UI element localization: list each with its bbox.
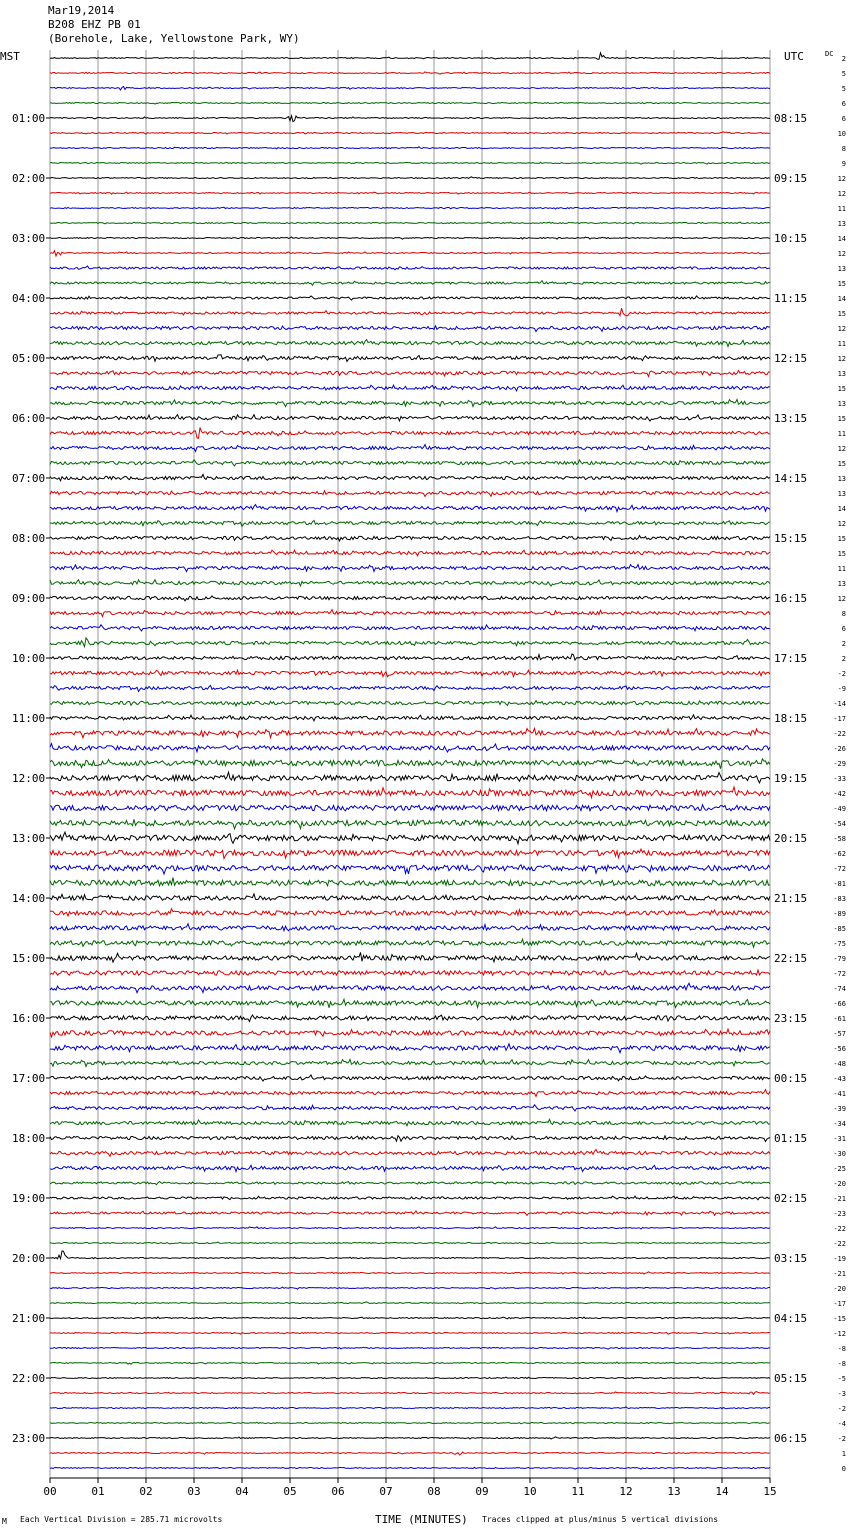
trace-line (50, 326, 770, 332)
trace-line (50, 1150, 770, 1157)
dc-offset-value: -20 (833, 1285, 846, 1293)
trace-line (50, 832, 770, 844)
trace-line (50, 1251, 770, 1259)
dc-offset-value: -29 (833, 760, 846, 768)
right-hour-label: 09:15 (774, 172, 808, 185)
dc-offset-value: 13 (837, 490, 846, 498)
trace-line (50, 53, 770, 59)
trace-line (50, 1015, 770, 1022)
trace-line (50, 400, 770, 407)
trace-line (50, 207, 770, 209)
dc-offset-value: -58 (833, 835, 846, 843)
trace-line (50, 625, 770, 631)
clip-note: Traces clipped at plus/minus 5 vertical divisions (482, 1515, 719, 1524)
trace-line (50, 744, 770, 752)
dc-offset-value: -25 (833, 1165, 846, 1173)
trace-line (50, 1044, 770, 1053)
trace-line (50, 371, 770, 377)
dc-offset-value: -33 (833, 775, 846, 783)
left-hour-label: 19:00 (12, 1192, 46, 1205)
trace-line (50, 296, 770, 300)
dc-offset-value: -2 (837, 1405, 846, 1413)
right-hour-label: 00:15 (774, 1072, 808, 1085)
trace-line (50, 505, 770, 512)
left-hour-label: 23:00 (12, 1432, 46, 1445)
trace-line (50, 1075, 770, 1081)
dc-offset-value: 2 (841, 640, 846, 648)
dc-offset-value: 10 (837, 130, 846, 138)
x-tick-label: 02 (139, 1485, 153, 1498)
dc-offset-value: -83 (833, 895, 846, 903)
trace-line (50, 251, 770, 256)
trace-line (50, 1452, 770, 1455)
trace-line (50, 1362, 770, 1364)
dc-offset-value: -43 (833, 1075, 846, 1083)
dc-offset-value: -5 (837, 1375, 846, 1383)
dc-offset-value: -41 (833, 1090, 846, 1098)
dc-offset-value: 15 (837, 535, 846, 543)
dc-offset-value: -4 (837, 1420, 846, 1428)
right-hour-label: 17:15 (774, 652, 808, 665)
right-hour-label: 01:15 (774, 1132, 808, 1145)
dc-offset-value: 8 (841, 610, 846, 618)
dc-offset-value: 5 (841, 70, 846, 78)
dc-offset-value: -8 (837, 1345, 846, 1353)
dc-offset-value: 15 (837, 310, 846, 318)
left-hour-label: 01:00 (12, 112, 46, 125)
dc-offset-value: 12 (837, 175, 846, 183)
trace-line (50, 1407, 770, 1409)
trace-line (50, 1287, 770, 1289)
x-tick-label: 06 (331, 1485, 345, 1498)
trace-line (50, 759, 770, 769)
trace-line (50, 686, 770, 692)
x-tick-label: 04 (235, 1485, 249, 1498)
dc-offset-value: 12 (837, 355, 846, 363)
dc-offset-value: -22 (833, 1225, 846, 1233)
dc-offset-value: -89 (833, 910, 846, 918)
trace-line (50, 939, 770, 947)
dc-offset-value: -8 (837, 1360, 846, 1368)
dc-offset-value: 14 (837, 505, 846, 513)
right-hour-label: 15:15 (774, 532, 808, 545)
trace-line (50, 1182, 770, 1186)
dc-offset-value: 8 (841, 145, 846, 153)
dc-offset-value: -62 (833, 850, 846, 858)
trace-line (50, 865, 770, 874)
trace-line (50, 1227, 770, 1229)
trace-line (50, 1272, 770, 1274)
trace-line (50, 281, 770, 286)
trace-line (50, 894, 770, 900)
trace-line (50, 1467, 770, 1469)
trace-line (50, 308, 770, 316)
left-hour-label: 15:00 (12, 952, 46, 965)
dc-offset-value: 6 (841, 100, 846, 108)
trace-line (50, 1242, 770, 1244)
dc-offset-value: -17 (833, 715, 846, 723)
dc-offset-value: 11 (837, 565, 846, 573)
right-hour-label: 21:15 (774, 892, 808, 905)
trace-line (50, 192, 770, 194)
trace-line (50, 580, 770, 586)
dc-offset-value: 12 (837, 190, 846, 198)
trace-line (50, 147, 770, 149)
right-hour-label: 10:15 (774, 232, 808, 245)
left-hour-label: 13:00 (12, 832, 46, 845)
trace-line (50, 701, 770, 707)
dc-offset-value: -66 (833, 1000, 846, 1008)
dc-offset-value: 15 (837, 385, 846, 393)
right-hour-label: 11:15 (774, 292, 808, 305)
trace-line (50, 1377, 770, 1379)
dc-offset-value: 9 (841, 160, 846, 168)
left-timezone-label: MST (0, 50, 20, 63)
x-tick-label: 11 (571, 1485, 585, 1498)
x-axis-title: TIME (MINUTES) (375, 1513, 468, 1526)
dc-offset-value: -9 (837, 685, 846, 693)
dc-offset-value: -19 (833, 1255, 846, 1263)
dc-offset-value: -74 (833, 985, 846, 993)
dc-offset-value: 0 (841, 1465, 846, 1473)
trace-line (50, 116, 770, 122)
left-hour-label: 08:00 (12, 532, 46, 545)
dc-offset-value: 13 (837, 400, 846, 408)
dc-offset-value: -39 (833, 1105, 846, 1113)
trace-line (50, 521, 770, 527)
dc-header-label: DC (825, 50, 834, 58)
dc-offset-value: -81 (833, 880, 846, 888)
trace-line (50, 1347, 770, 1349)
dc-offset-column (833, 55, 846, 1473)
dc-offset-value: 13 (837, 220, 846, 228)
trace-line (50, 177, 770, 179)
left-hour-label: 07:00 (12, 472, 46, 485)
dc-offset-value: -49 (833, 805, 846, 813)
dc-offset-value: -56 (833, 1045, 846, 1053)
trace-line (50, 610, 770, 617)
x-tick-label: 09 (475, 1485, 489, 1498)
trace-line (50, 1437, 770, 1439)
left-hour-label: 21:00 (12, 1312, 46, 1325)
trace-line (50, 1392, 770, 1395)
x-tick-label: 10 (523, 1485, 537, 1498)
trace-line (50, 670, 770, 677)
trace-line (50, 787, 770, 798)
dc-offset-value: -22 (833, 1240, 846, 1248)
trace-line (50, 565, 770, 572)
left-hour-label: 02:00 (12, 172, 46, 185)
trace-line (50, 385, 770, 391)
dc-offset-value: 15 (837, 460, 846, 468)
dc-offset-value: 13 (837, 580, 846, 588)
x-tick-label: 01 (91, 1485, 105, 1498)
trace-line (50, 1302, 770, 1304)
trace-line (50, 460, 770, 466)
trace-line (50, 491, 770, 497)
header-station: B208 EHZ PB 01 (48, 18, 141, 31)
right-timezone-label: UTC (784, 50, 804, 63)
trace-line (50, 999, 770, 1008)
dc-offset-value: -85 (833, 925, 846, 933)
left-hour-label: 06:00 (12, 412, 46, 425)
trace-line (50, 1105, 770, 1111)
x-tick-label: 07 (379, 1485, 393, 1498)
right-hour-label: 03:15 (774, 1252, 808, 1265)
dc-offset-value: -23 (833, 1210, 846, 1218)
left-hour-label: 18:00 (12, 1132, 46, 1145)
x-tick-label: 14 (715, 1485, 729, 1498)
dc-offset-value: -75 (833, 940, 846, 948)
trace-line (50, 266, 770, 270)
trace-line (50, 1090, 770, 1097)
dc-offset-value: -61 (833, 1015, 846, 1023)
dc-offset-value: -48 (833, 1060, 846, 1068)
trace-line (50, 550, 770, 556)
x-tick-label: 00 (43, 1485, 57, 1498)
trace-line (50, 1317, 770, 1319)
dc-offset-value: 6 (841, 625, 846, 633)
trace-line (50, 536, 770, 542)
trace-line (50, 952, 770, 962)
trace-line (50, 970, 770, 975)
dc-offset-value: -17 (833, 1300, 846, 1308)
x-tick-label: 03 (187, 1485, 201, 1498)
dc-offset-value: 5 (841, 85, 846, 93)
right-hour-label: 19:15 (774, 772, 808, 785)
trace-line (50, 132, 770, 134)
trace-line (50, 415, 770, 421)
right-hour-label: 18:15 (774, 712, 808, 725)
dc-offset-value: 15 (837, 415, 846, 423)
dc-offset-value: 12 (837, 595, 846, 603)
dc-offset-value: 2 (841, 55, 846, 63)
trace-line (50, 87, 770, 91)
trace-line (50, 1119, 770, 1125)
trace-line (50, 428, 770, 439)
left-hour-label: 09:00 (12, 592, 46, 605)
dc-offset-value: 14 (837, 295, 846, 303)
dc-offset-value: -42 (833, 790, 846, 798)
trace-line (50, 728, 770, 737)
x-tick-label: 15 (763, 1485, 777, 1498)
dc-offset-value: -3 (837, 1390, 846, 1398)
vertical-division-note: Each Vertical Division = 285.71 microvolts (20, 1515, 223, 1524)
right-hour-label: 05:15 (774, 1372, 808, 1385)
right-hour-label: 08:15 (774, 112, 808, 125)
right-hour-label: 23:15 (774, 1012, 808, 1025)
x-axis (43, 1478, 776, 1498)
dc-offset-value: 6 (841, 115, 846, 123)
left-hour-label: 20:00 (12, 1252, 46, 1265)
right-hour-label: 20:15 (774, 832, 808, 845)
trace-line (50, 1332, 770, 1334)
trace-line (50, 983, 770, 992)
dc-offset-value: -72 (833, 970, 846, 978)
trace-line (50, 878, 770, 886)
right-hour-label: 06:15 (774, 1432, 808, 1445)
left-hour-label: 03:00 (12, 232, 46, 245)
right-hour-label: 16:15 (774, 592, 808, 605)
dc-offset-value: 14 (837, 235, 846, 243)
trace-line (50, 638, 770, 647)
trace-line (50, 909, 770, 916)
dc-offset-value: 13 (837, 475, 846, 483)
trace-line (50, 72, 770, 74)
x-tick-label: 13 (667, 1485, 681, 1498)
dc-offset-value: -26 (833, 745, 846, 753)
dc-offset-value: 1 (841, 1450, 846, 1458)
dc-offset-value: -21 (833, 1195, 846, 1203)
dc-offset-value: -22 (833, 730, 846, 738)
left-hour-label: 11:00 (12, 712, 46, 725)
dc-offset-value: 13 (837, 370, 846, 378)
left-hour-label: 10:00 (12, 652, 46, 665)
trace-line (50, 1165, 770, 1171)
trace-line (50, 1136, 770, 1142)
trace-line (50, 1211, 770, 1216)
dc-offset-value: 12 (837, 445, 846, 453)
dc-offset-value: 11 (837, 430, 846, 438)
header-location: (Borehole, Lake, Yellowstone Park, WY) (48, 32, 300, 45)
x-tick-label: 12 (619, 1485, 633, 1498)
dc-offset-value: -15 (833, 1315, 846, 1323)
left-hour-label: 16:00 (12, 1012, 46, 1025)
trace-line (50, 819, 770, 829)
dc-offset-value: -2 (837, 670, 846, 678)
trace-line (50, 805, 770, 811)
dc-offset-value: 12 (837, 250, 846, 258)
trace-line (50, 1196, 770, 1200)
trace-line (50, 654, 770, 660)
trace-line (50, 715, 770, 721)
dc-offset-value: -79 (833, 955, 846, 963)
left-hour-label: 22:00 (12, 1372, 46, 1385)
right-hour-label: 22:15 (774, 952, 808, 965)
dc-offset-value: 11 (837, 340, 846, 348)
trace-line (50, 1422, 770, 1424)
dc-offset-value: 12 (837, 325, 846, 333)
dc-offset-value: 12 (837, 520, 846, 528)
trace-line (50, 340, 770, 347)
trace-line (50, 162, 770, 164)
dc-offset-value: -21 (833, 1270, 846, 1278)
trace-line (50, 772, 770, 783)
dc-offset-value: -34 (833, 1120, 846, 1128)
dc-offset-value: 15 (837, 280, 846, 288)
header-date: Mar19,2014 (48, 4, 115, 17)
minute-gridlines (50, 50, 770, 1478)
trace-line (50, 596, 770, 601)
trace-line (50, 355, 770, 362)
dc-offset-value: -2 (837, 1435, 846, 1443)
trace-line (50, 103, 770, 105)
trace-line (50, 474, 770, 480)
dc-offset-value: -30 (833, 1150, 846, 1158)
left-hour-label: 14:00 (12, 892, 46, 905)
footer-mark: M (2, 1517, 7, 1526)
dc-offset-value: -57 (833, 1030, 846, 1038)
trace-line (50, 1029, 770, 1037)
dc-offset-value: 11 (837, 205, 846, 213)
dc-offset-value: -14 (833, 700, 846, 708)
right-hour-label: 02:15 (774, 1192, 808, 1205)
trace-line (50, 849, 770, 858)
dc-offset-value: -12 (833, 1330, 846, 1338)
right-hour-label: 13:15 (774, 412, 808, 425)
right-hour-label: 14:15 (774, 472, 808, 485)
trace-line (50, 237, 770, 239)
trace-line (50, 445, 770, 452)
dc-offset-value: 15 (837, 550, 846, 558)
seismic-traces (50, 53, 770, 1469)
trace-line (50, 222, 770, 224)
dc-offset-value: -54 (833, 820, 846, 828)
left-hour-label: 17:00 (12, 1072, 46, 1085)
dc-offset-value: -20 (833, 1180, 846, 1188)
trace-line (50, 924, 770, 931)
right-hour-label: 12:15 (774, 352, 808, 365)
trace-line (50, 1060, 770, 1067)
dc-offset-value: -72 (833, 865, 846, 873)
dc-offset-value: 13 (837, 265, 846, 273)
left-hour-label: 05:00 (12, 352, 46, 365)
left-hour-label: 04:00 (12, 292, 46, 305)
x-tick-label: 08 (427, 1485, 441, 1498)
x-tick-label: 05 (283, 1485, 297, 1498)
left-hour-label: 12:00 (12, 772, 46, 785)
dc-offset-value: -31 (833, 1135, 846, 1143)
dc-offset-value: 2 (841, 655, 846, 663)
right-hour-label: 04:15 (774, 1312, 808, 1325)
